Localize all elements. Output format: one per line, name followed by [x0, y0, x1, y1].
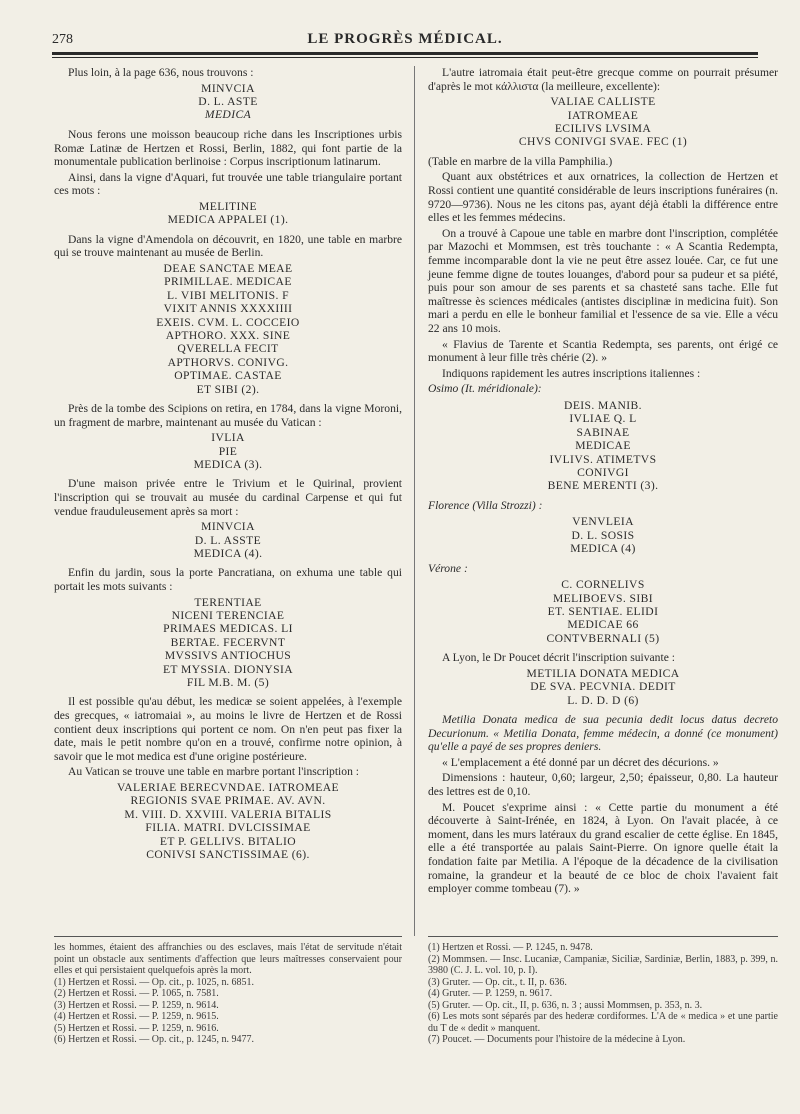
paragraph: L'autre iatromaia était peut-être grecque comme on pourrait présumer d'après le mot κάλλιστα (la meilleure, excellente): [428, 66, 778, 93]
inscription-line: IATROMEAE [567, 108, 639, 122]
paragraph: « Flavius de Tarente et Scantia Redempta, ses parents, ont érigé ce monument à leur fille très chérie (2). » [428, 337, 778, 365]
footnotes-right [428, 942, 778, 1046]
paragraph: M. Poucet s'exprime ainsi : « Cette partie du monument a été découverte à Saint-Irénée, en 1824, à Lyon. On l'avait placée, à ce moment, dans les murs latéraux du grand escalier de cette église. En 1845, elle a été transportée au palais Saint-Pierre. On ignore quelle était la fondation faite par Metilia. A l'époque de la décadence de la civilisation romaine, la grandeur et la beauté de ce bloc de choix l'avaient fait employer comme tombeau (7). » [428, 800, 778, 896]
page-header [52, 28, 758, 52]
place-label: Osimo (It. méridionale): [428, 382, 542, 396]
right-column [428, 66, 778, 898]
footnote: (5) Gruter. — Op. cit., II, p. 636, n. 3 ; aussi Mommsen, p. 353, n. 3. [428, 999, 703, 1011]
inscription-line: MINVCIA [201, 81, 255, 95]
inscription-line: TERENTIAE [194, 595, 262, 609]
inscription-line: D. L. SOSIS [571, 528, 635, 542]
inscription-line: DEIS. MANIB. [564, 398, 642, 412]
inscription-line: IVLIA [211, 431, 245, 445]
paragraph: Metilia Donata medica de sua pecunia dedit locus datus decreto Decurionum. « Metilia Donata, femme médecin, a donné (ce monument) qu'elle a payé de ses propres deniers. [428, 713, 778, 754]
inscription-line: DEAE SANCTAE MEAE [163, 261, 293, 275]
inscription-line: MINVCIA [201, 520, 255, 534]
footnote: (2) Mommsen. — Insc. Lucaniæ, Campaniæ, Siciliæ, Sardiniæ, Berlin, 1883, p. 399, n. 3980 (C. J. L. vol. 10, p. I). [428, 953, 778, 976]
inscription-line: OPTIMAE. CASTAE [174, 369, 282, 383]
journal-title: LE PROGRÈS MÉDICAL. [307, 31, 503, 47]
paragraph: On a trouvé à Capoue une table en marbre dont l'inscription, complétée par Mazochi et Mommsen, est très touchante : « A Scantia Redempta, femme incomparable dont la vie ne peut être assez louée. Car, ce fut une jeune femme digne de toutes louanges, d'abord pour sa pudeur et sa piété, puis pour son amour de ses parents et sa chasteté sans tache. Elle fut maîtresse ès sciences médicales (antistes disciplinæ in medicina fuit). Son mari a perdu en elle le bonheur familial et l'essence de sa vie. Elle a vécu 22 ans 10 mois. [428, 226, 778, 335]
paragraph: D'une maison privée entre le Trivium et le Quirinal, provient l'inscription qui se trouvait au musée du cardinal Carpense et qui fut vendue frauduleusement après sa mort : [54, 477, 402, 518]
footnote: (4) Gruter. — P. 1259, n. 9617. [428, 988, 553, 999]
footnote: (2) Hertzen et Rossi. — P. 1065, n. 7581. [54, 988, 219, 999]
inscription-line: VIXIT ANNIS XXXXIIII [163, 302, 293, 316]
inscription-line: MEDICAE [575, 439, 631, 453]
inscription-line: VALERIAE BERECVNDAE. IATROMEAE [116, 781, 340, 795]
paragraph: Nous ferons une moisson beaucoup riche dans les Inscriptiones urbis Romæ Latinæ de Hertzen et Rossi, Berlin, 1882, qui font partie de la monumentale publication berlinoise : Corpus inscriptionum latinarum. [54, 128, 402, 169]
inscription-line: C. CORNELIVS [561, 578, 645, 592]
footnote: (4) Hertzen et Rossi. — P. 1259, n. 9615. [54, 1011, 219, 1022]
inscription-line: REGIONIS SVAE PRIMAE. AV. AVN. [130, 794, 326, 808]
inscription-line: IVLIAE Q. L [569, 412, 637, 426]
inscription-line: MEDICA [204, 108, 252, 122]
inscription-line: CONIVGI [577, 465, 629, 479]
inscription-line: APTHORVS. CONIVG. [167, 355, 289, 369]
place-label: Vérone : [428, 561, 468, 575]
paragraph: Dimensions : hauteur, 0,60; largeur, 2,50; épaisseur, 0,80. La hauteur des lettres est de 0,10. [428, 771, 778, 798]
inscription-line: M. VIII. D. XXVIII. VALERIA BITALIS [124, 807, 332, 821]
inscription [428, 578, 778, 645]
inscription-line: ET P. GELLIVS. BITALIO [159, 834, 297, 848]
inscription-line: IVLIVS. ATIMETVS [549, 452, 657, 466]
inscription-line: MEDICA (4). [193, 547, 263, 561]
paragraph: Enfin du jardin, sous la porte Pancratiana, on exhuma une table qui portait les mots suivants : [54, 566, 402, 594]
paragraph: Indiquons rapidement les autres inscriptions italiennes : [442, 366, 701, 380]
paragraph: A Lyon, le Dr Poucet décrit l'inscription suivante : [442, 651, 675, 665]
inscription-line: L. D. D. D (6) [567, 693, 639, 707]
inscription-line: FIL M.B. M. (5) [186, 676, 270, 690]
footnote: (7) Poucet. — Documents pour l'histoire de la médecine à Lyon. [428, 1034, 686, 1045]
header-rule [52, 52, 758, 55]
inscription-line: ET MYSSIA. DIONYSIA [162, 662, 294, 676]
inscription [54, 262, 402, 396]
inscription [428, 399, 778, 493]
inscription-line: MEDICA (3). [193, 458, 263, 472]
footnote: (5) Hertzen et Rossi. — P. 1259, n. 9616. [54, 1022, 219, 1034]
inscription-line: PRIMAES MEDICAS. LI [163, 622, 293, 636]
inscription [54, 596, 402, 690]
inscription [54, 200, 402, 227]
header-rule-thin [52, 57, 758, 58]
paragraph: Plus loin, à la page 636, nous trouvons : [68, 66, 254, 79]
inscription-line: BERTAE. FECERVNT [170, 635, 286, 649]
paragraph: Quant aux obstétrices et aux ornatrices, la collection de Hertzen et Rossi contient une quantité considérable de leurs inscriptions funéraires (n. 9720—9736). Nous ne les citons pas, ayant déjà établi la différence entre elles et les femmes médecins. [428, 170, 778, 225]
footnote: (6) Les mots sont séparés par des hederæ cordiformes. L'A de « medica » et une partie du T de « dedit » manquent. [428, 1011, 778, 1034]
footnotes-rule [54, 936, 402, 937]
inscription-line: MEDICAE 66 [567, 618, 639, 632]
place-label: Florence (Villa Strozzi) : [428, 498, 543, 512]
inscription-line: D. L. ASTE [198, 95, 258, 108]
inscription-line: CHVS CONIVGI SVAE. FEC (1) [518, 135, 688, 149]
footnote: (1) Hertzen et Rossi. — Op. cit., p. 1025, n. 6851. [54, 976, 254, 988]
paragraph: Au Vatican se trouve une table en marbre portant l'inscription : [68, 765, 359, 779]
inscription-line: QVERELLA FECIT [177, 342, 279, 356]
inscription-line: VALIAE CALLISTE [550, 95, 656, 109]
inscription-line: METILIA DONATA MEDICA [526, 666, 680, 680]
inscription [54, 781, 402, 861]
inscription [54, 82, 402, 109]
inscription-line: BENE MERENTI (3). [547, 479, 659, 493]
paragraph: Près de la tombe des Scipions on retira, en 1784, dans la vigne Moroni, un fragment de marbre, maintenant au musée du Vatican : [54, 402, 402, 429]
footnote: (3) Gruter. — Op. cit., t. II, p. 636. [428, 976, 567, 988]
inscription-line: CONIVSI SANCTISSIMAE (6). [146, 848, 310, 862]
inscription-line: VENVLEIA [572, 515, 634, 529]
inscription-line: CONTVBERNALI (5) [546, 631, 660, 645]
paragraph: « L'emplacement a été donné par un décret des décurions. » [442, 755, 719, 769]
inscription-line: EXEIS. CVM. L. COCCEIO [156, 315, 300, 329]
paragraph: Dans la vigne d'Amendola on découvrit, en 1820, une table en marbre qui se trouve maintenant au musée de Berlin. [54, 232, 402, 260]
inscription-line: ET SIBI (2). [196, 382, 260, 396]
inscription-line: NICENI TERENCIAE [171, 609, 285, 623]
inscription-line: MEDICA (4) [570, 542, 636, 556]
inscription-line: SABINAE [576, 425, 630, 439]
inscription-line: PRIMILLAE. MEDICAE [164, 275, 292, 289]
page-number: 278 [52, 32, 73, 47]
inscription-line: ECILIVS LVSIMA [554, 122, 652, 135]
inscription-line: ET. SENTIAE. ELIDI [547, 604, 659, 618]
footnote: les hommes, étaient des affranchies ou des esclaves, mais l'état de servitude n'était point un obstacle aux sentiments d'affection que leurs maîtresses conservaient pour elles et qui persistaient quelquefois après la mort. [54, 942, 402, 976]
inscription-line: MEDICA APPALEI (1). [167, 213, 289, 227]
paragraph: Ainsi, dans la vigne d'Aquari, fut trouvée une table triangulaire portant ces mots : [54, 170, 402, 198]
inscription-line: MVSSIVS ANTIOCHUS [164, 649, 292, 663]
inscription-line: MELIBOEVS. SIBI [552, 591, 654, 605]
paragraph: (Table en marbre de la villa Pamphilia.) [428, 154, 613, 168]
inscription-line: DE SVA. PECVNIA. DEDIT [530, 680, 676, 694]
inscription-line: MELITINE [199, 199, 257, 213]
inscription-line: FILIA. MATRI. DVLCISSIMAE [145, 821, 311, 835]
inscription-line: PIE [218, 444, 238, 458]
inscription-line: APTHORO. XXX. SINE [165, 329, 291, 342]
inscription [428, 667, 778, 707]
inscription [428, 515, 778, 555]
inscription [54, 520, 402, 560]
inscription-line: D. L. ASSTE [194, 533, 262, 547]
footnotes-rule [428, 936, 778, 937]
footnote: (3) Hertzen et Rossi. — P. 1259, n. 9614. [54, 999, 219, 1011]
paragraph: Il est possible qu'au début, les medicæ se soient appelées, à l'exemple des grecques, « iatromaiai », au moins le livre de Hertzen et de Rossi contient deux inscriptions qui portent ce nom. On n'en peut pas fixer la date, mais le petit nombre qu'on en a trouvé, confirme notre opinion, à savoir que le mot medica est d'une origine postérieure. [54, 695, 402, 763]
footnotes-left [54, 942, 402, 1046]
inscription [428, 95, 778, 149]
column-divider [414, 66, 415, 936]
footnote: (6) Hertzen et Rossi. — Op. cit., p. 1245, n. 9477. [54, 1034, 254, 1045]
left-column [54, 66, 402, 867]
inscription [54, 431, 402, 471]
inscription-line: L. VIBI MELITONIS. F [167, 288, 289, 302]
footnote: (1) Hertzen et Rossi. — P. 1245, n. 9478. [428, 942, 593, 953]
